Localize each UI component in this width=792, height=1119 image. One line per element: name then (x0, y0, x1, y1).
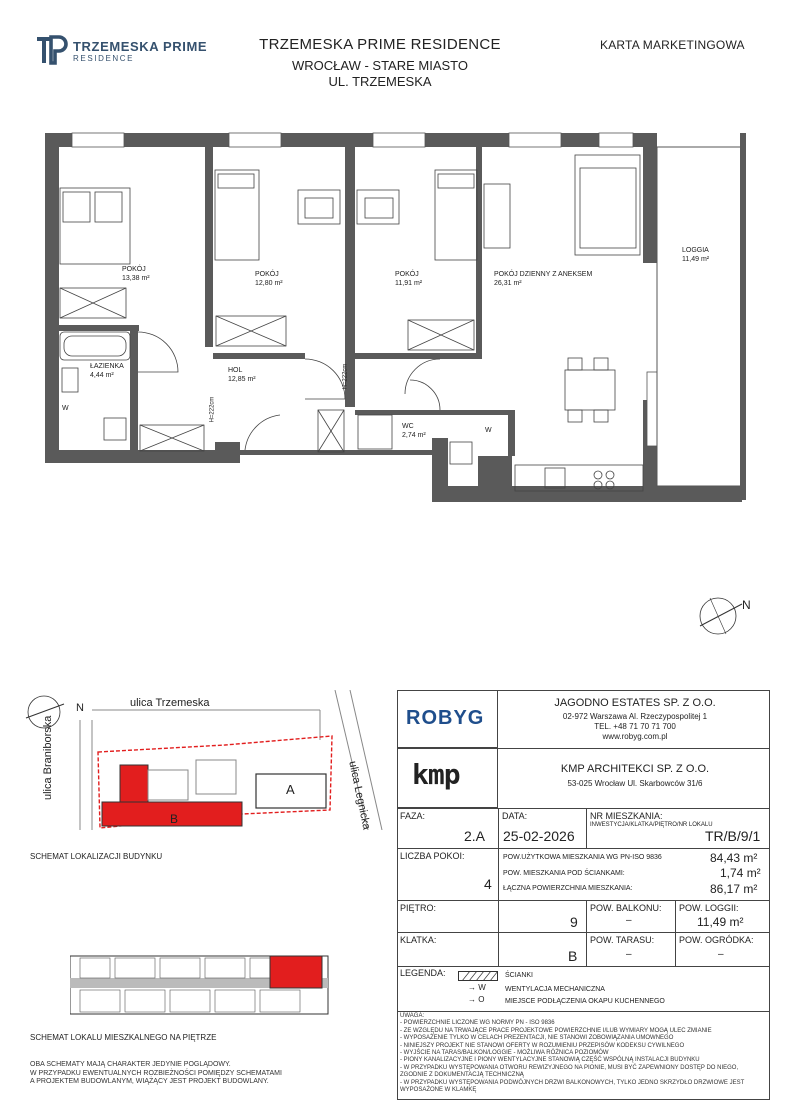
street-trzemeska: ulica Trzemeska (130, 697, 210, 709)
total-area-label: ŁĄCZNA POWIERZCHNIA MIESZKANIA: (503, 885, 633, 892)
legend-ventilation: WENTYLACJA MECHANICZNA (505, 986, 605, 993)
room-hall: HOL 12,85 m² (228, 367, 256, 383)
architect-logo: kmp (412, 758, 460, 791)
room-bathroom: ŁAZIENKA 4,44 m² (90, 363, 124, 379)
logo-sub: RESIDENCE (73, 54, 135, 63)
notes: UWAGA: - POWIERZCHNIE LICZONE WG NORMY PN - ISO 9836 - ZE WZGLĘDU NA TRWAJĄCE PRACE PROJEKTOWE POWIERZCHNIE I/LUB WYMIARY MOGĄ ULEC ZMIANIE - WYPOSAŻENIE TYLKO W CELACH PREZENTACJI, NIE STANOWI ZOBOWIĄZANIA UMOWNEGO - NINIEJSZY PROJEKT NIE STANOWI OFERTY W ROZUMIENIU PRZEPISÓW KODEKSU CYWILNEGO - WYJŚCIE NA TARAS/BALKON/LOGGIE - MOŻLIWA RÓŻNICA POZIOMÓW - PIONY KANALIZACYJNE I PIONY WENTYLACYJNE STANOWIĄ CZĘŚĆ WSPÓLNĄ INSTALACJI BUDYNKU - W PRZYPADKU WYSTĘPOWANIA OTWORU REWIZYJNEGO NA PIONIE, MUSI BYĆ ZAPEWNIONY DOSTĘP DO NIEGO, ZGODNIE Z DOKUMENTACJĄ TECHNICZNĄ - W PRZYPADKU WYSTĘPOWANIA PODWÓJNYCH DRZWI BALKONOWYCH, TYLKO JEDNO SKRZYDŁO DRZWIOWE JEST WYPOSAŻONE W KLAMKĘ (400, 1013, 745, 1094)
room-bedroom-1: POKÓJ 13,38 m² (122, 266, 150, 282)
vent-mark: W (62, 405, 69, 412)
room-wc: WC 2,74 m² (402, 423, 426, 439)
height-mark: H=222cm (342, 363, 349, 390)
street-braniborska: ulica Braniborska (42, 715, 54, 800)
legend-w-mark: W (478, 983, 486, 992)
garden-label: POW. OGRÓDKA: (679, 935, 754, 945)
height-mark: H=222cm (209, 396, 216, 423)
developer-contact: 02-972 Warszawa Al. Rzeczypospolitej 1 TEL. +48 71 70 71 700 www.robyg.com.pl (562, 712, 708, 741)
street-legnicka: ulica Legnicka (346, 760, 373, 831)
garden-value: – (718, 949, 724, 960)
room-loggia: LOGGIA 11,49 m² (682, 247, 710, 263)
apt-number-value: TR/B/9/1 (705, 828, 761, 844)
floor-plan (0, 120, 792, 640)
floor-value: 9 (570, 914, 578, 930)
under-walls-area-label: POW. MIESZKANIA POD ŚCIANKAMI: (503, 870, 625, 877)
usable-area-value: 84,43 m² (710, 851, 758, 865)
terrace-label: POW. TARASU: (590, 935, 655, 945)
total-area-value: 86,17 m² (710, 882, 758, 896)
room-living: POKÓJ DZIENNY Z ANEKSEM 26,31 m² (494, 271, 593, 287)
terrace-value: – (626, 949, 632, 960)
page-subtitle-city: WROCŁAW - STARE MIASTO (292, 58, 468, 73)
compass-north-label: N (76, 702, 84, 714)
staircase-value: B (568, 948, 578, 964)
legend-w-arrow: → W (468, 983, 486, 992)
vent-mark: W (485, 427, 492, 434)
legend-label: LEGENDA: (400, 968, 446, 978)
date-value: 25-02-2026 (503, 828, 575, 844)
floor-schema (70, 948, 332, 1016)
balcony-value: – (626, 915, 632, 926)
compass-icon (700, 598, 742, 634)
building-b-label: B (170, 812, 179, 826)
date-label: DATA: (502, 811, 528, 821)
under-walls-area-value: 1,74 m² (720, 866, 761, 880)
floor-schema-caption: SCHEMAT LOKALU MIESZKALNEGO NA PIĘTRZE (30, 1033, 217, 1042)
page-subtitle-street: UL. TRZEMESKA (328, 74, 432, 89)
architect-address: 53-025 Wrocław Ul. Skarbowców 31/6 (567, 779, 703, 788)
apt-number-label: NR MIESZKANIA: (590, 811, 663, 821)
developer-name: JAGODNO ESTATES SP. Z O.O. (554, 697, 716, 709)
compass-north-label: N (742, 598, 751, 612)
faza-label: FAZA: (400, 811, 426, 821)
building-a-label: A (286, 782, 295, 797)
faza-value: 2.A (464, 828, 486, 844)
legend-o-mark: O (478, 995, 485, 1004)
hatch-icon (458, 971, 498, 981)
legend-walls: ŚCIANKI (505, 972, 534, 979)
location-caption: SCHEMAT LOKALIZACJI BUDYNKU (30, 852, 163, 861)
rooms-count-label: LICZBA POKOI: (400, 851, 465, 861)
rooms-count-value: 4 (484, 876, 492, 892)
loggia-value: 11,49 m² (697, 915, 744, 929)
developer-logo: ROBYG (406, 707, 485, 729)
card-type: KARTA MARKETINGOWA (600, 38, 745, 52)
floor-label: PIĘTRO: (400, 903, 437, 913)
apt-number-hint: INWESTYCJA/KLATKA/PIĘTRO/NR LOKALU (590, 822, 713, 828)
room-bedroom-2: POKÓJ 12,80 m² (255, 271, 283, 287)
architect-name: KMP ARCHITEKCI SP. Z O.O. (560, 763, 710, 775)
balcony-label: POW. BALKONU: (590, 903, 662, 913)
loggia-label: POW. LOGGII: (679, 903, 739, 913)
staircase-label: KLATKA: (400, 935, 437, 945)
usable-area-label: POW.UŻYTKOWA MIESZKANIA WG PN-ISO 9836 (503, 854, 662, 861)
legend-hood: MIEJSCE PODŁĄCZENIA OKAPU KUCHENNEGO (505, 998, 665, 1005)
logo-name: TRZEMESKA PRIME (73, 39, 208, 54)
logo-mark-icon (36, 34, 68, 66)
page-title: TRZEMESKA PRIME RESIDENCE (259, 36, 501, 53)
room-bedroom-3: POKÓJ 11,91 m² (395, 271, 423, 287)
disclaimer: OBA SCHEMATY MAJĄ CHARAKTER JEDYNIE POGLĄDOWY. W PRZYPADKU EWENTUALNYCH ROZBIEŻNOŚCI POMIĘDZY SCHEMATAMI A PROJEKTEM BUDOWLANYM, WIĄŻĄCY JEST PROJEKT BUDOWLANY. (30, 1061, 282, 1085)
legend-o-arrow: → O (468, 995, 485, 1004)
logo (36, 34, 68, 66)
